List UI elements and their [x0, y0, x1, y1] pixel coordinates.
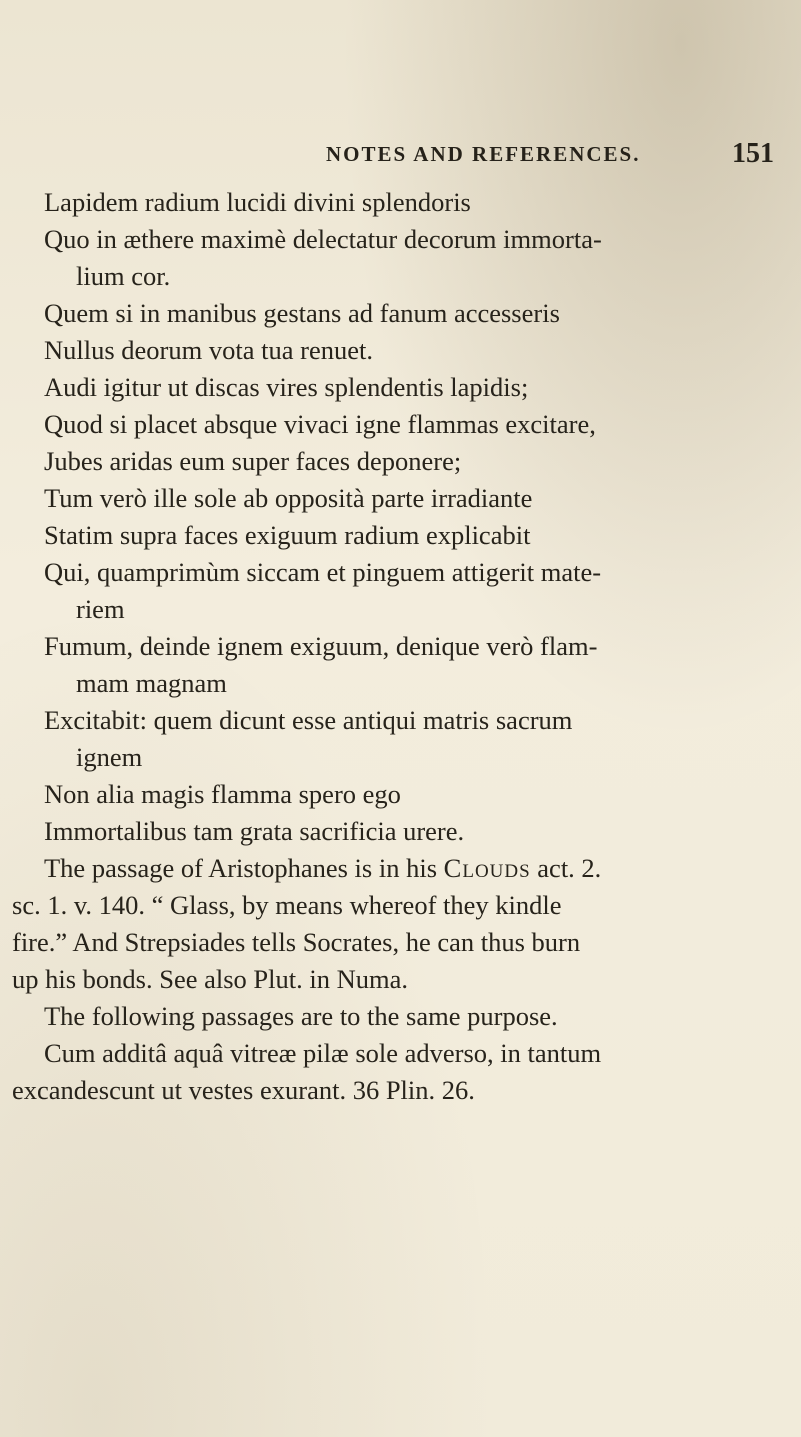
- play-title: Clouds: [443, 853, 531, 883]
- text-line: Jubes aridas eum super faces deponere;: [44, 446, 462, 476]
- text-line: Excitabit: quem dicunt esse antiqui matris sacrum: [44, 705, 573, 735]
- text-line: Quod si placet absque vivaci igne flammas excitare,: [44, 409, 596, 439]
- text-line: up his bonds. See also Plut. in Numa.: [12, 964, 409, 994]
- text-line: riem: [76, 594, 125, 624]
- text-line: Statim supra faces exiguum radium explicabit: [44, 520, 531, 550]
- text-line: Audi igitur ut discas vires splendentis lapidis;: [44, 372, 529, 402]
- text-line: Cum additâ aquâ vitreæ pilæ sole adverso, in tantum: [44, 1038, 602, 1068]
- text-line: Quo in æthere maximè delectatur decorum immorta-: [44, 224, 602, 254]
- text-line: Fumum, deinde ignem exiguum, denique verò flam-: [44, 631, 598, 661]
- text-line: The following passages are to the same purpose.: [44, 1001, 558, 1031]
- text-line: mam magnam: [76, 668, 227, 698]
- page-header: [0, 138, 801, 172]
- text-line: Tum verò ille sole ab opposità parte irradiante: [44, 483, 533, 513]
- text-line: Qui, quamprimùm siccam et pinguem attigerit mate-: [44, 557, 602, 587]
- running-head: NOTES AND REFERENCES.: [326, 142, 641, 166]
- text-line: Immortalibus tam grata sacrificia urere.: [44, 816, 465, 846]
- text-line: ignem: [76, 742, 143, 772]
- text-line: sc. 1. v. 140. “ Glass, by means whereof they kindle: [12, 890, 562, 920]
- text-line: lium cor.: [76, 261, 171, 291]
- text-line: excandescunt ut vestes exurant. 36 Plin. 26.: [12, 1075, 475, 1105]
- text-line: Non alia magis flamma spero ego: [44, 779, 401, 809]
- page-number: 151: [732, 138, 774, 169]
- text-segment: act. 2.: [530, 853, 602, 883]
- text-line: Nullus deorum vota tua renuet.: [44, 335, 373, 365]
- text-line: Quem si in manibus gestans ad fanum accesseris: [44, 298, 560, 328]
- text-line-clouds: [44, 852, 601, 884]
- text-segment: The passage of Aristophanes is in his: [44, 853, 444, 883]
- text-line: Lapidem radium lucidi divini splendoris: [44, 187, 471, 217]
- text-line: fire.” And Strepsiades tells Socrates, he can thus burn: [12, 927, 581, 957]
